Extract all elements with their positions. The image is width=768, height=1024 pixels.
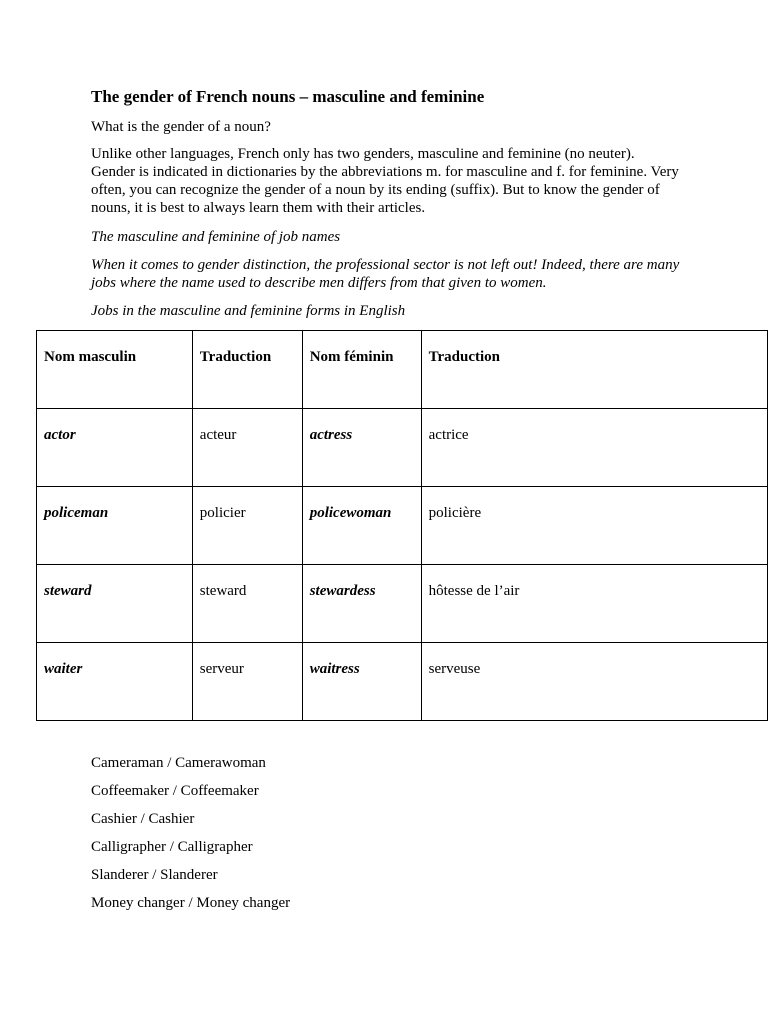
subheading-job-names: The masculine and feminine of job names xyxy=(91,229,341,245)
header-cell: Nom féminin xyxy=(302,331,421,409)
translation-cell: serveur xyxy=(192,643,302,721)
header-cell: Nom masculin xyxy=(37,331,193,409)
list-item: Slanderer / Slanderer xyxy=(91,867,218,883)
question-line: What is the gender of a noun? xyxy=(91,119,271,135)
translation-cell: policière xyxy=(421,487,767,565)
translation-cell: steward xyxy=(192,565,302,643)
gender-distinction-paragraph: When it comes to gender distinction, the professional sector is not left out! Indeed, there are many jobs where the name used to describe men differs from that given to women. xyxy=(91,257,680,291)
translation-cell: hôtesse de l’air xyxy=(421,565,767,643)
masculine-noun-cell: actor xyxy=(37,409,193,487)
feminine-noun-cell: stewardess xyxy=(302,565,421,643)
table-row xyxy=(37,565,768,643)
table-row xyxy=(37,643,768,721)
masculine-noun-cell: steward xyxy=(37,565,193,643)
translation-cell: actrice xyxy=(421,409,767,487)
document-title: The gender of French nouns – masculine and feminine xyxy=(91,87,485,106)
table-row xyxy=(37,487,768,565)
feminine-noun-cell: waitress xyxy=(302,643,421,721)
table-row xyxy=(37,409,768,487)
subheading-jobs-table: Jobs in the masculine and feminine forms in English xyxy=(91,303,406,319)
translation-cell: policier xyxy=(192,487,302,565)
table-header-row xyxy=(37,331,768,409)
feminine-noun-cell: policewoman xyxy=(302,487,421,565)
jobs-table xyxy=(36,330,768,721)
list-item: Cashier / Cashier xyxy=(91,811,195,827)
list-item: Calligrapher / Calligrapher xyxy=(91,839,253,855)
list-item: Cameraman / Camerawoman xyxy=(91,755,266,771)
translation-cell: acteur xyxy=(192,409,302,487)
masculine-noun-cell: waiter xyxy=(37,643,193,721)
masculine-noun-cell: policeman xyxy=(37,487,193,565)
header-cell: Traduction xyxy=(192,331,302,409)
header-cell: Traduction xyxy=(421,331,767,409)
list-item: Coffeemaker / Coffeemaker xyxy=(91,783,259,799)
list-item: Money changer / Money changer xyxy=(91,895,291,911)
intro-paragraph: Unlike other languages, French only has two genders, masculine and feminine (no neuter). Gender is indicated in dictionaries by the abbreviations m. for masculine and f. for feminine. Very often, you can recognize the gender of a noun by its ending (suffix). But to know the gender of nouns, it is best to always learn them with their articles. xyxy=(91,146,679,216)
feminine-noun-cell: actress xyxy=(302,409,421,487)
translation-cell: serveuse xyxy=(421,643,767,721)
job-pairs-list xyxy=(91,754,290,922)
